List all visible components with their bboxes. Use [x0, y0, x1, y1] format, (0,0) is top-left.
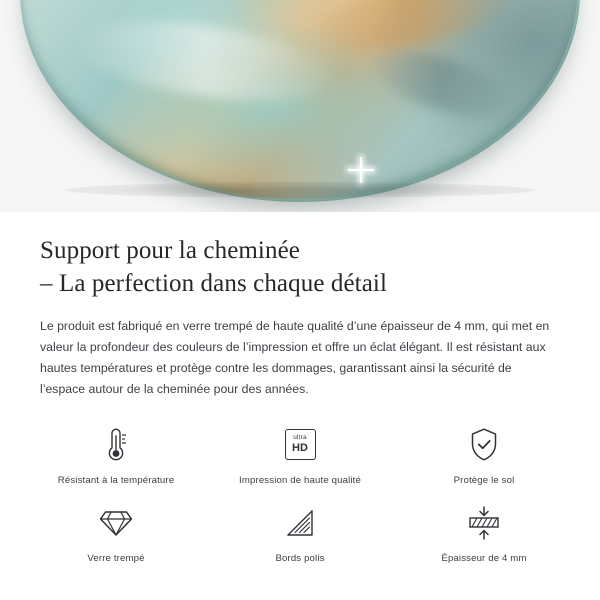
- feature-item-polished-edges: [208, 501, 392, 565]
- headline-line-1: Support pour la cheminée: [40, 237, 300, 264]
- feature-grid: [0, 423, 600, 566]
- polished-edges-icon: [284, 501, 316, 545]
- ultra-hd-icon: [285, 423, 316, 467]
- feature-label: Résistant à la température: [57, 474, 175, 486]
- feature-label: Épaisseur de 4 mm: [441, 553, 527, 565]
- feature-label: Bords polis: [275, 553, 325, 565]
- drop-shadow: [65, 182, 535, 198]
- thickness-arrows-icon: [465, 501, 503, 545]
- feature-item-floor-protection: [392, 423, 576, 487]
- shield-check-icon: [468, 423, 500, 467]
- feature-item-temperature: [24, 423, 208, 487]
- feature-item-tempered-glass: [24, 501, 208, 565]
- text-content: [0, 212, 600, 401]
- feature-item-thickness: [392, 501, 576, 565]
- feature-label: Verre trempé: [87, 553, 145, 565]
- feature-label: Protège le sol: [453, 474, 515, 486]
- feature-item-print-quality: [208, 423, 392, 487]
- description-paragraph: Le produit est fabriqué en verre trempé de haute qualité d’une épaisseur de 4 mm, qui met en valeur la profondeur des couleurs de l’impression et offre un éclat élégant. Il est résistant aux hautes températures et protège contre les dommages, garantissant ainsi la sécurité de l’espace autour de la cheminée pour des années.: [40, 319, 550, 397]
- thermometer-icon: [103, 423, 129, 467]
- hero-image: [0, 0, 600, 212]
- headline-line-2: – La perfection dans chaque détail: [40, 270, 387, 297]
- ultra-hd-badge: [285, 429, 316, 460]
- diamond-icon: [98, 501, 134, 545]
- badge-top-text: ultra: [293, 434, 307, 442]
- badge-bottom-text: HD: [292, 441, 308, 454]
- feature-label: Impression de haute qualité: [239, 474, 361, 486]
- page-title: [40, 234, 560, 300]
